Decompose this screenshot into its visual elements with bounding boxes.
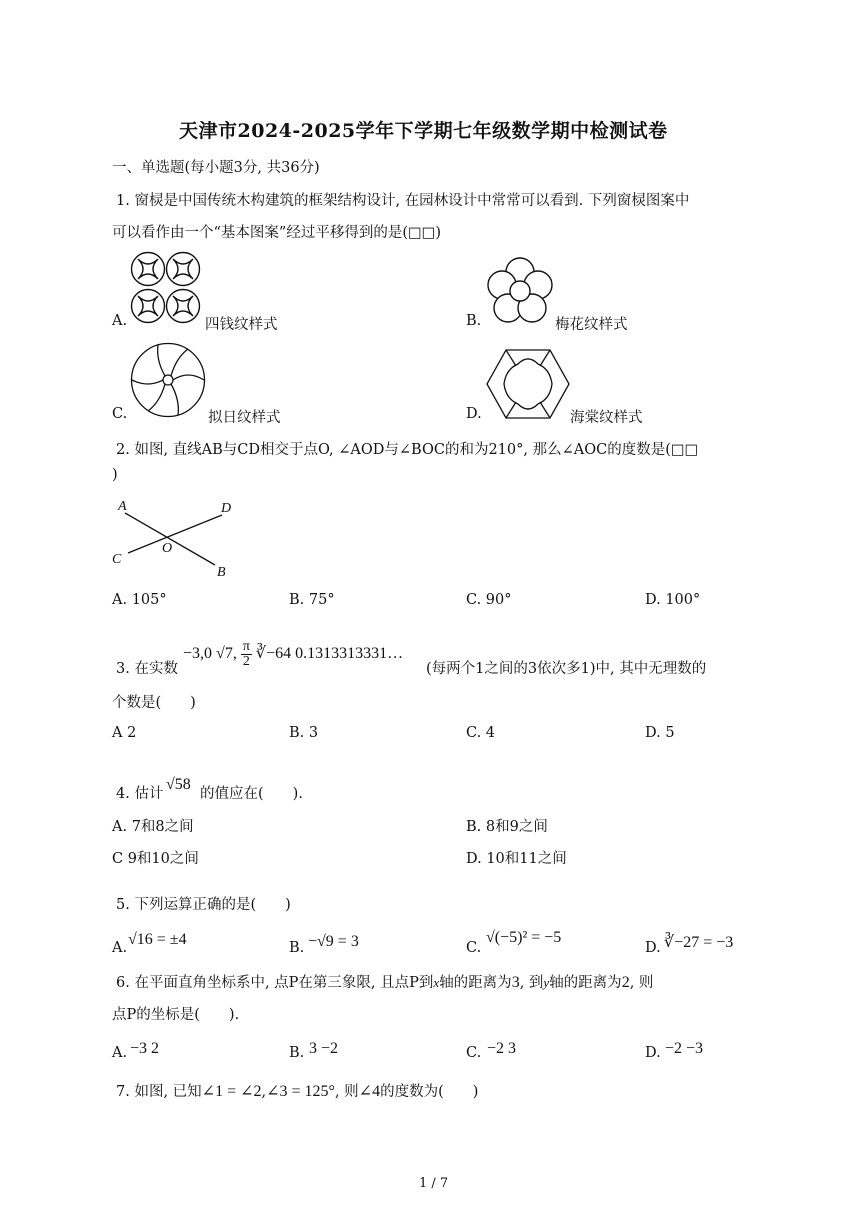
- q5-option-d-letter: D.: [645, 940, 661, 956]
- q1-option-a-letter: A.: [112, 313, 128, 329]
- q7-angle3-value: ∠3 = 125°: [266, 1083, 335, 1100]
- q6-option-c-math: −2 3: [487, 1040, 517, 1057]
- q3-option-c: C. 4: [466, 725, 496, 741]
- q3-neg3-zero: −3,0: [183, 645, 213, 663]
- q3-suffix: (每两个1之间的3依次多1)中, 其中无理数的: [426, 661, 707, 677]
- line-cd: [128, 515, 222, 553]
- q7-angle1-eq-angle2: ∠1 = ∠2: [201, 1083, 262, 1100]
- q1-option-c-caption: 拟日纹样式: [208, 410, 281, 426]
- q4-option-c: C 9和10之间: [112, 851, 199, 867]
- q4-option-b: B. 8和9之间: [466, 819, 548, 835]
- q6-part2: 轴的距离为: [439, 975, 512, 991]
- q3-pi-over-2: $\frac{\pi}{2}$: [242, 639, 250, 669]
- q5-option-b-letter: B.: [289, 940, 305, 956]
- q7-part2: ,: [261, 1084, 267, 1100]
- q3-stem-line2: 个数是( ): [112, 695, 196, 711]
- q1-option-d-letter: D.: [466, 406, 482, 422]
- q6-part4: 轴的距离为: [549, 975, 622, 991]
- label-o: O: [162, 541, 173, 556]
- q6-option-d-math: −2 −3: [665, 1040, 704, 1057]
- q7-stem: [116, 1080, 478, 1101]
- q4-sqrt58: √58: [166, 776, 191, 793]
- q6-distance-2: 2: [621, 974, 630, 991]
- q6-stem-line1: [116, 971, 653, 992]
- q6-option-c-letter: C.: [466, 1045, 482, 1061]
- q3-math-expression: [183, 640, 403, 669]
- label-a: A: [118, 499, 127, 514]
- q1-option-b-caption: 梅花纹样式: [555, 317, 628, 333]
- q6-stem-line2: 点P的坐标是( ).: [112, 1007, 240, 1023]
- q1-stem-line2: 可以看作由一个“基本图案”经过平移得到的是(□□): [112, 225, 442, 241]
- q6-y-axis: y: [543, 975, 550, 990]
- section-heading: 一、单选题(每小题3分, 共36分): [112, 160, 320, 176]
- q5-option-b-math: −√9 = 3: [308, 933, 359, 950]
- q3-option-d: D. 5: [645, 725, 675, 741]
- q3-option-a: A 2: [112, 725, 137, 741]
- q6-part1: 6. 在平面直角坐标系中, 点P在第三象限, 且点P到: [116, 975, 434, 991]
- four-coins-pattern-figure: [130, 251, 204, 325]
- q6-x-axis: x: [433, 975, 440, 990]
- q7-part4: 的度数为( ): [380, 1084, 479, 1100]
- q6-option-b-letter: B.: [289, 1045, 305, 1061]
- q6-distance-3: 3: [511, 974, 520, 991]
- page-number: 1 / 7: [419, 1176, 449, 1191]
- q2-option-d: D. 100°: [645, 592, 701, 608]
- q5-option-a-math: √16 = ±4: [128, 931, 187, 948]
- q5-option-c-letter: C.: [466, 940, 482, 956]
- q1-option-a-caption: 四钱纹样式: [205, 317, 278, 333]
- q2-option-b: B. 75°: [289, 592, 335, 608]
- q4-suffix: 的值应在( ).: [200, 786, 303, 802]
- q3-cbrt-neg64: ∛−64: [255, 645, 292, 663]
- q6-option-d-letter: D.: [645, 1045, 661, 1061]
- q5-stem: 5. 下列运算正确的是( ): [116, 897, 291, 913]
- intersecting-lines-figure: [110, 495, 240, 580]
- crabapple-pattern-figure: [486, 349, 570, 419]
- q2-stem-line1: 2. 如图, 直线AB与CD相交于点O, ∠AOD与∠BOC的和为210°, 那么∠AOC的度数是(□□: [116, 442, 699, 458]
- q7-angle4: ∠4: [358, 1083, 381, 1100]
- q2-option-c: C. 90°: [466, 592, 512, 608]
- q3-decimal: 0.1313313331…: [295, 645, 404, 663]
- sun-pattern-figure: [130, 342, 206, 418]
- q3-prefix: 3. 在实数: [116, 661, 178, 677]
- q1-option-b-letter: B.: [466, 313, 482, 329]
- q6-option-a-math: −3 2: [130, 1040, 160, 1057]
- plum-blossom-pattern-figure: [487, 258, 553, 328]
- page-title: 天津市2024-2025学年下学期七年级数学期中检测试卷: [179, 120, 668, 142]
- q5-option-d-math: ∛−27 = −3: [664, 934, 734, 951]
- q4-option-d: D. 10和11之间: [466, 851, 567, 867]
- q4-prefix: 4. 估计: [116, 786, 164, 802]
- label-c: C: [112, 552, 122, 567]
- q3-option-b: B. 3: [289, 725, 319, 741]
- q7-part3: , 则: [334, 1084, 359, 1100]
- q6-option-a-letter: A.: [112, 1045, 128, 1061]
- label-b: B: [217, 565, 226, 580]
- q2-option-a: A. 105°: [112, 592, 167, 608]
- q6-part5: , 则: [629, 975, 654, 991]
- q5-option-a-letter: A.: [112, 940, 128, 956]
- q3-sqrt7: √7,: [216, 645, 237, 663]
- q2-stem-line2: ): [112, 467, 118, 483]
- q6-part3: , 到: [519, 975, 544, 991]
- q1-option-d-caption: 海棠纹样式: [570, 410, 643, 426]
- q1-option-c-letter: C.: [112, 406, 128, 422]
- q6-option-b-math: 3 −2: [309, 1040, 339, 1057]
- q5-option-c-math: √(−5)² = −5: [486, 929, 562, 946]
- q7-part1: 7. 如图, 已知: [116, 1084, 202, 1100]
- label-d: D: [221, 501, 232, 516]
- q1-stem-line1: 1. 窗棂是中国传统木构建筑的框架结构设计, 在园林设计中常常可以看到. 下列窗棂图案中: [116, 193, 690, 209]
- q4-option-a: A. 7和8之间: [112, 819, 194, 835]
- line-ab: [125, 513, 215, 565]
